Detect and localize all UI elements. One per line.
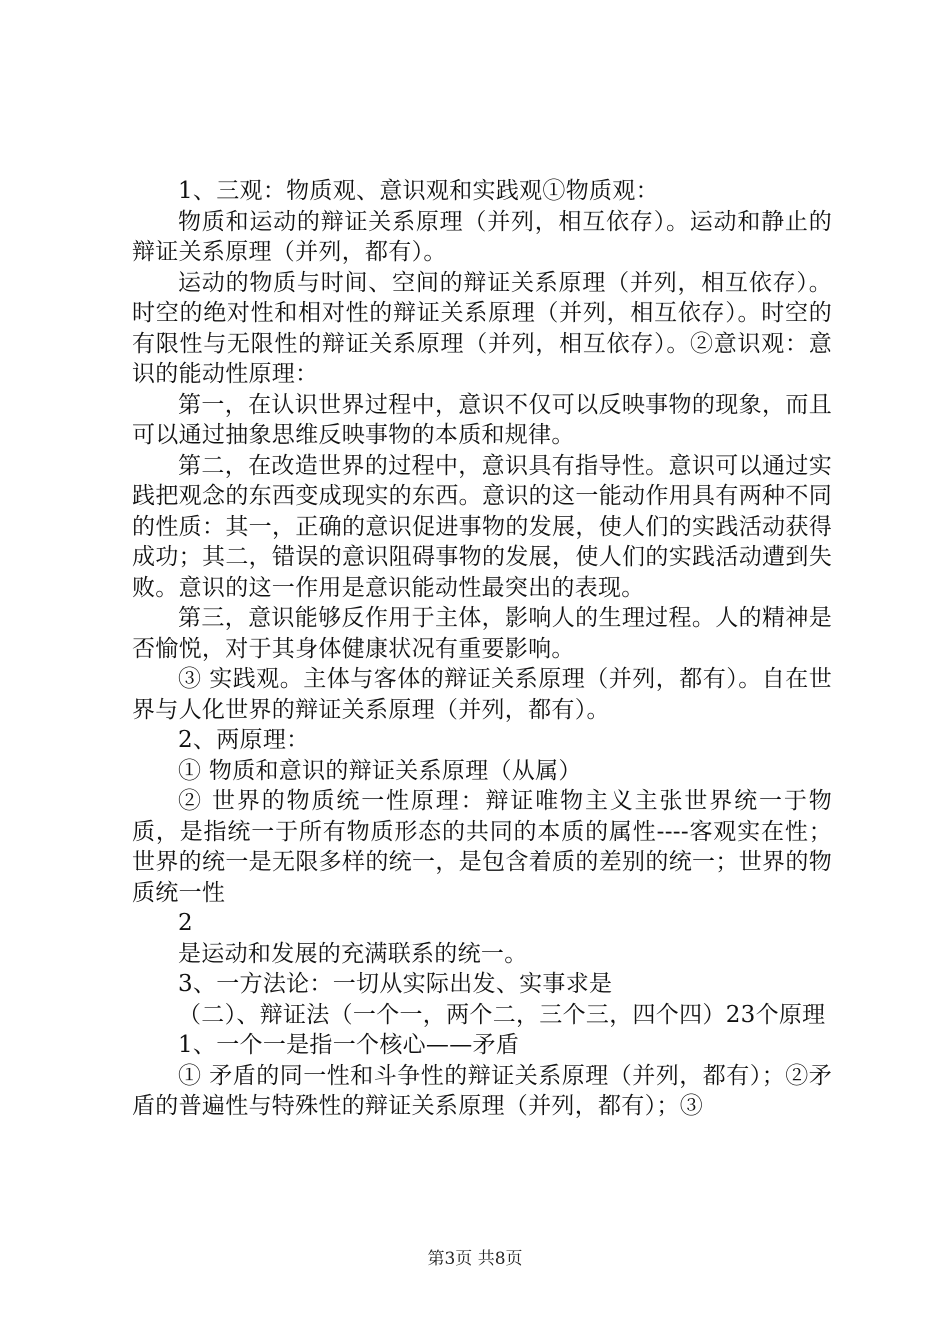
page-footer: 第3页 共8页 xyxy=(427,1249,523,1269)
paragraph-contradiction-principles: ① 矛盾的同一性和斗争性的辩证关系原理（并列，都有）；②矛盾的普遍性与特殊性的辩证关系原理（并列，都有）；③ xyxy=(132,1062,832,1119)
paragraph-time-space: 运动的物质与时间、空间的辩证关系原理（并列，相互依存）。时空的绝对性和相对性的辩证关系原理（并列，相互依存）。时空的有限性与无限性的辩证关系原理（并列，相互依存）。②意识观：意识的能动性原理： xyxy=(132,269,832,387)
paragraph-methodology: 3、一方法论：一切从实际出发、实事求是 xyxy=(178,971,613,997)
paragraph-stray-number: 2 xyxy=(178,910,193,936)
paragraph-consciousness-third: 第三，意识能够反作用于主体，影响人的生理过程。人的精神是否愉悦，对于其身体健康状况有重要影响。 xyxy=(132,605,832,662)
paragraph-unity-continued: 是运动和发展的充满联系的统一。 xyxy=(178,940,528,967)
paragraph-three-views: 1、三观：物质观、意识观和实践观①物质观： xyxy=(178,178,659,204)
paragraph-consciousness-first: 第一，在认识世界过程中，意识不仅可以反映事物的现象，而且可以通过抽象思维反映事物的本质和规律。 xyxy=(132,391,832,448)
paragraph-matter-consciousness: ① 物质和意识的辩证关系原理（从属） xyxy=(178,757,582,784)
paragraph-dialectics-heading: （二）、辩证法（一个一，两个二，三个三，四个四）23个原理 xyxy=(178,1001,826,1028)
paragraph-consciousness-second: 第二，在改造世界的过程中，意识具有指导性。意识可以通过实践把观念的东西变成现实的东西。意识的这一能动作用具有两种不同的性质：其一，正确的意识促进事物的发展，使人们的实践活动获得成功；其二，错误的意识阻碍事物的发展，使人们的实践活动遭到失败。意识的这一作用是意识能动性最突出的表现。 xyxy=(132,452,832,601)
paragraph-practice-view: ③ 实践观。主体与客体的辩证关系原理（并列，都有）。自在世界与人化世界的辩证关系原理（并列，都有）。 xyxy=(132,666,832,723)
paragraph-two-principles: 2、两原理： xyxy=(178,727,310,753)
document-body xyxy=(132,176,832,1122)
paragraph-contradiction-core: 1、一个一是指一个核心——矛盾 xyxy=(178,1032,520,1058)
paragraph-material-unity: ② 世界的物质统一性原理：辩证唯物主义主张世界统一于物质，是指统一于所有物质形态的共同的本质的属性----客观实在性；世界的统一是无限多样的统一，是包含着质的差别的统一；世界的物质统一性 xyxy=(132,788,832,906)
paragraph-matter-motion: 物质和运动的辩证关系原理（并列，相互依存）。运动和静止的辩证关系原理（并列，都有）。 xyxy=(132,208,832,265)
